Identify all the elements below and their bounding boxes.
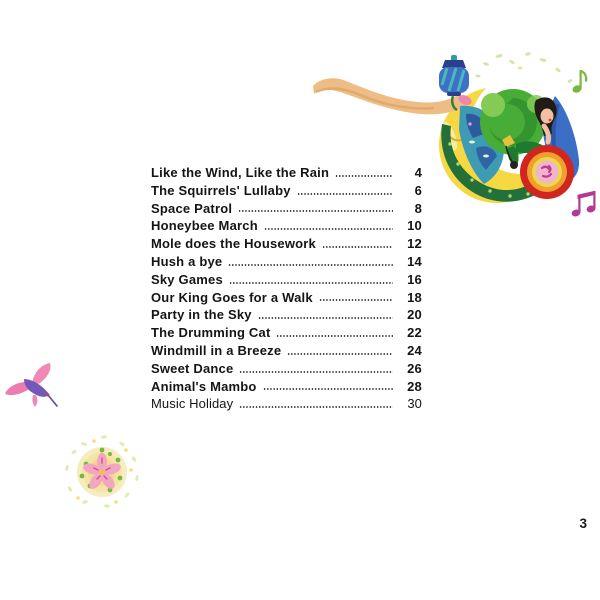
toc-entry <box>151 342 422 360</box>
toc-entry-title: Windmill in a Breeze <box>151 342 282 358</box>
toc-entry-page: 22 <box>407 325 422 341</box>
toc-entry-page: 16 <box>407 271 422 287</box>
toc-dotted-leader <box>287 353 393 355</box>
toc-dotted-leader <box>229 282 393 284</box>
toc-entry-page: 12 <box>407 236 422 252</box>
toc-entry <box>151 235 422 253</box>
toc-entry-title: Like the Wind, Like the Rain <box>151 165 330 180</box>
toc-entry-page: 10 <box>407 218 422 234</box>
toc-entry-title: Party in the Sky <box>151 307 252 323</box>
toc-entry-page: 20 <box>407 307 422 323</box>
toc-entry-title: Mole does the Housework <box>151 236 316 252</box>
toc-entry-page: 28 <box>407 378 422 394</box>
toc-entry-title: Sweet Dance <box>151 360 234 376</box>
toc-entry-title: Space Patrol <box>151 200 233 216</box>
toc-entry <box>151 182 422 200</box>
toc-dotted-leader <box>239 406 393 408</box>
music-note-purple-icon <box>571 191 596 218</box>
toc-entry <box>151 306 422 324</box>
toc-dotted-leader <box>322 246 393 248</box>
toc-entry-title: Music Holiday <box>151 396 234 412</box>
toc-entry <box>151 271 422 289</box>
toc-entry <box>151 289 422 307</box>
toc-list <box>151 164 422 413</box>
toc-entry-page: 18 <box>407 289 422 305</box>
toc-entry <box>151 164 422 182</box>
toc-entry-title: Our King Goes for a Walk <box>151 289 313 305</box>
toc-dotted-leader <box>228 264 393 266</box>
toc-dotted-leader <box>239 371 393 373</box>
toc-entry-title: Animal's Mambo <box>151 378 257 394</box>
toc-entry-page: 26 <box>407 360 422 376</box>
red-wheel <box>520 145 574 199</box>
toc-dotted-leader <box>319 299 393 301</box>
toc-entry <box>151 253 422 271</box>
toc-dotted-leader <box>335 175 393 177</box>
toc-entry <box>151 217 422 235</box>
toc-entry <box>151 324 422 342</box>
toc-dotted-leader <box>263 388 393 390</box>
toc-entry <box>151 360 422 378</box>
toc-entry-title: The Drumming Cat <box>151 325 271 341</box>
toc-entry-title: Hush a bye <box>151 253 223 269</box>
toc-entry-title: The Squirrels' Lullaby <box>151 182 291 198</box>
toc-entry-page: 6 <box>414 182 422 198</box>
toc-dotted-leader <box>276 335 393 337</box>
toc-entry-title: Honeybee March <box>151 218 258 234</box>
toc-entry-page: 24 <box>407 342 422 358</box>
toc-entry <box>151 378 422 396</box>
toc-entry-page: 8 <box>414 200 422 216</box>
bird-icon <box>2 361 60 411</box>
page-number: 3 <box>579 516 587 531</box>
toc-entry-title: Sky Games <box>151 271 223 287</box>
toc-dotted-leader <box>297 193 393 195</box>
toc-dotted-leader <box>238 210 393 212</box>
toc-dotted-leader <box>258 317 393 319</box>
toc-dotted-leader <box>264 228 393 230</box>
toc-entry-page: 4 <box>414 165 422 180</box>
toc-entry-page: 14 <box>407 253 422 269</box>
music-note-green-icon <box>571 70 587 94</box>
toc-entry <box>151 200 422 218</box>
toc-entry-page: 30 <box>407 396 422 412</box>
toc-entry <box>151 395 422 413</box>
sun-splotch-icon <box>60 432 144 512</box>
